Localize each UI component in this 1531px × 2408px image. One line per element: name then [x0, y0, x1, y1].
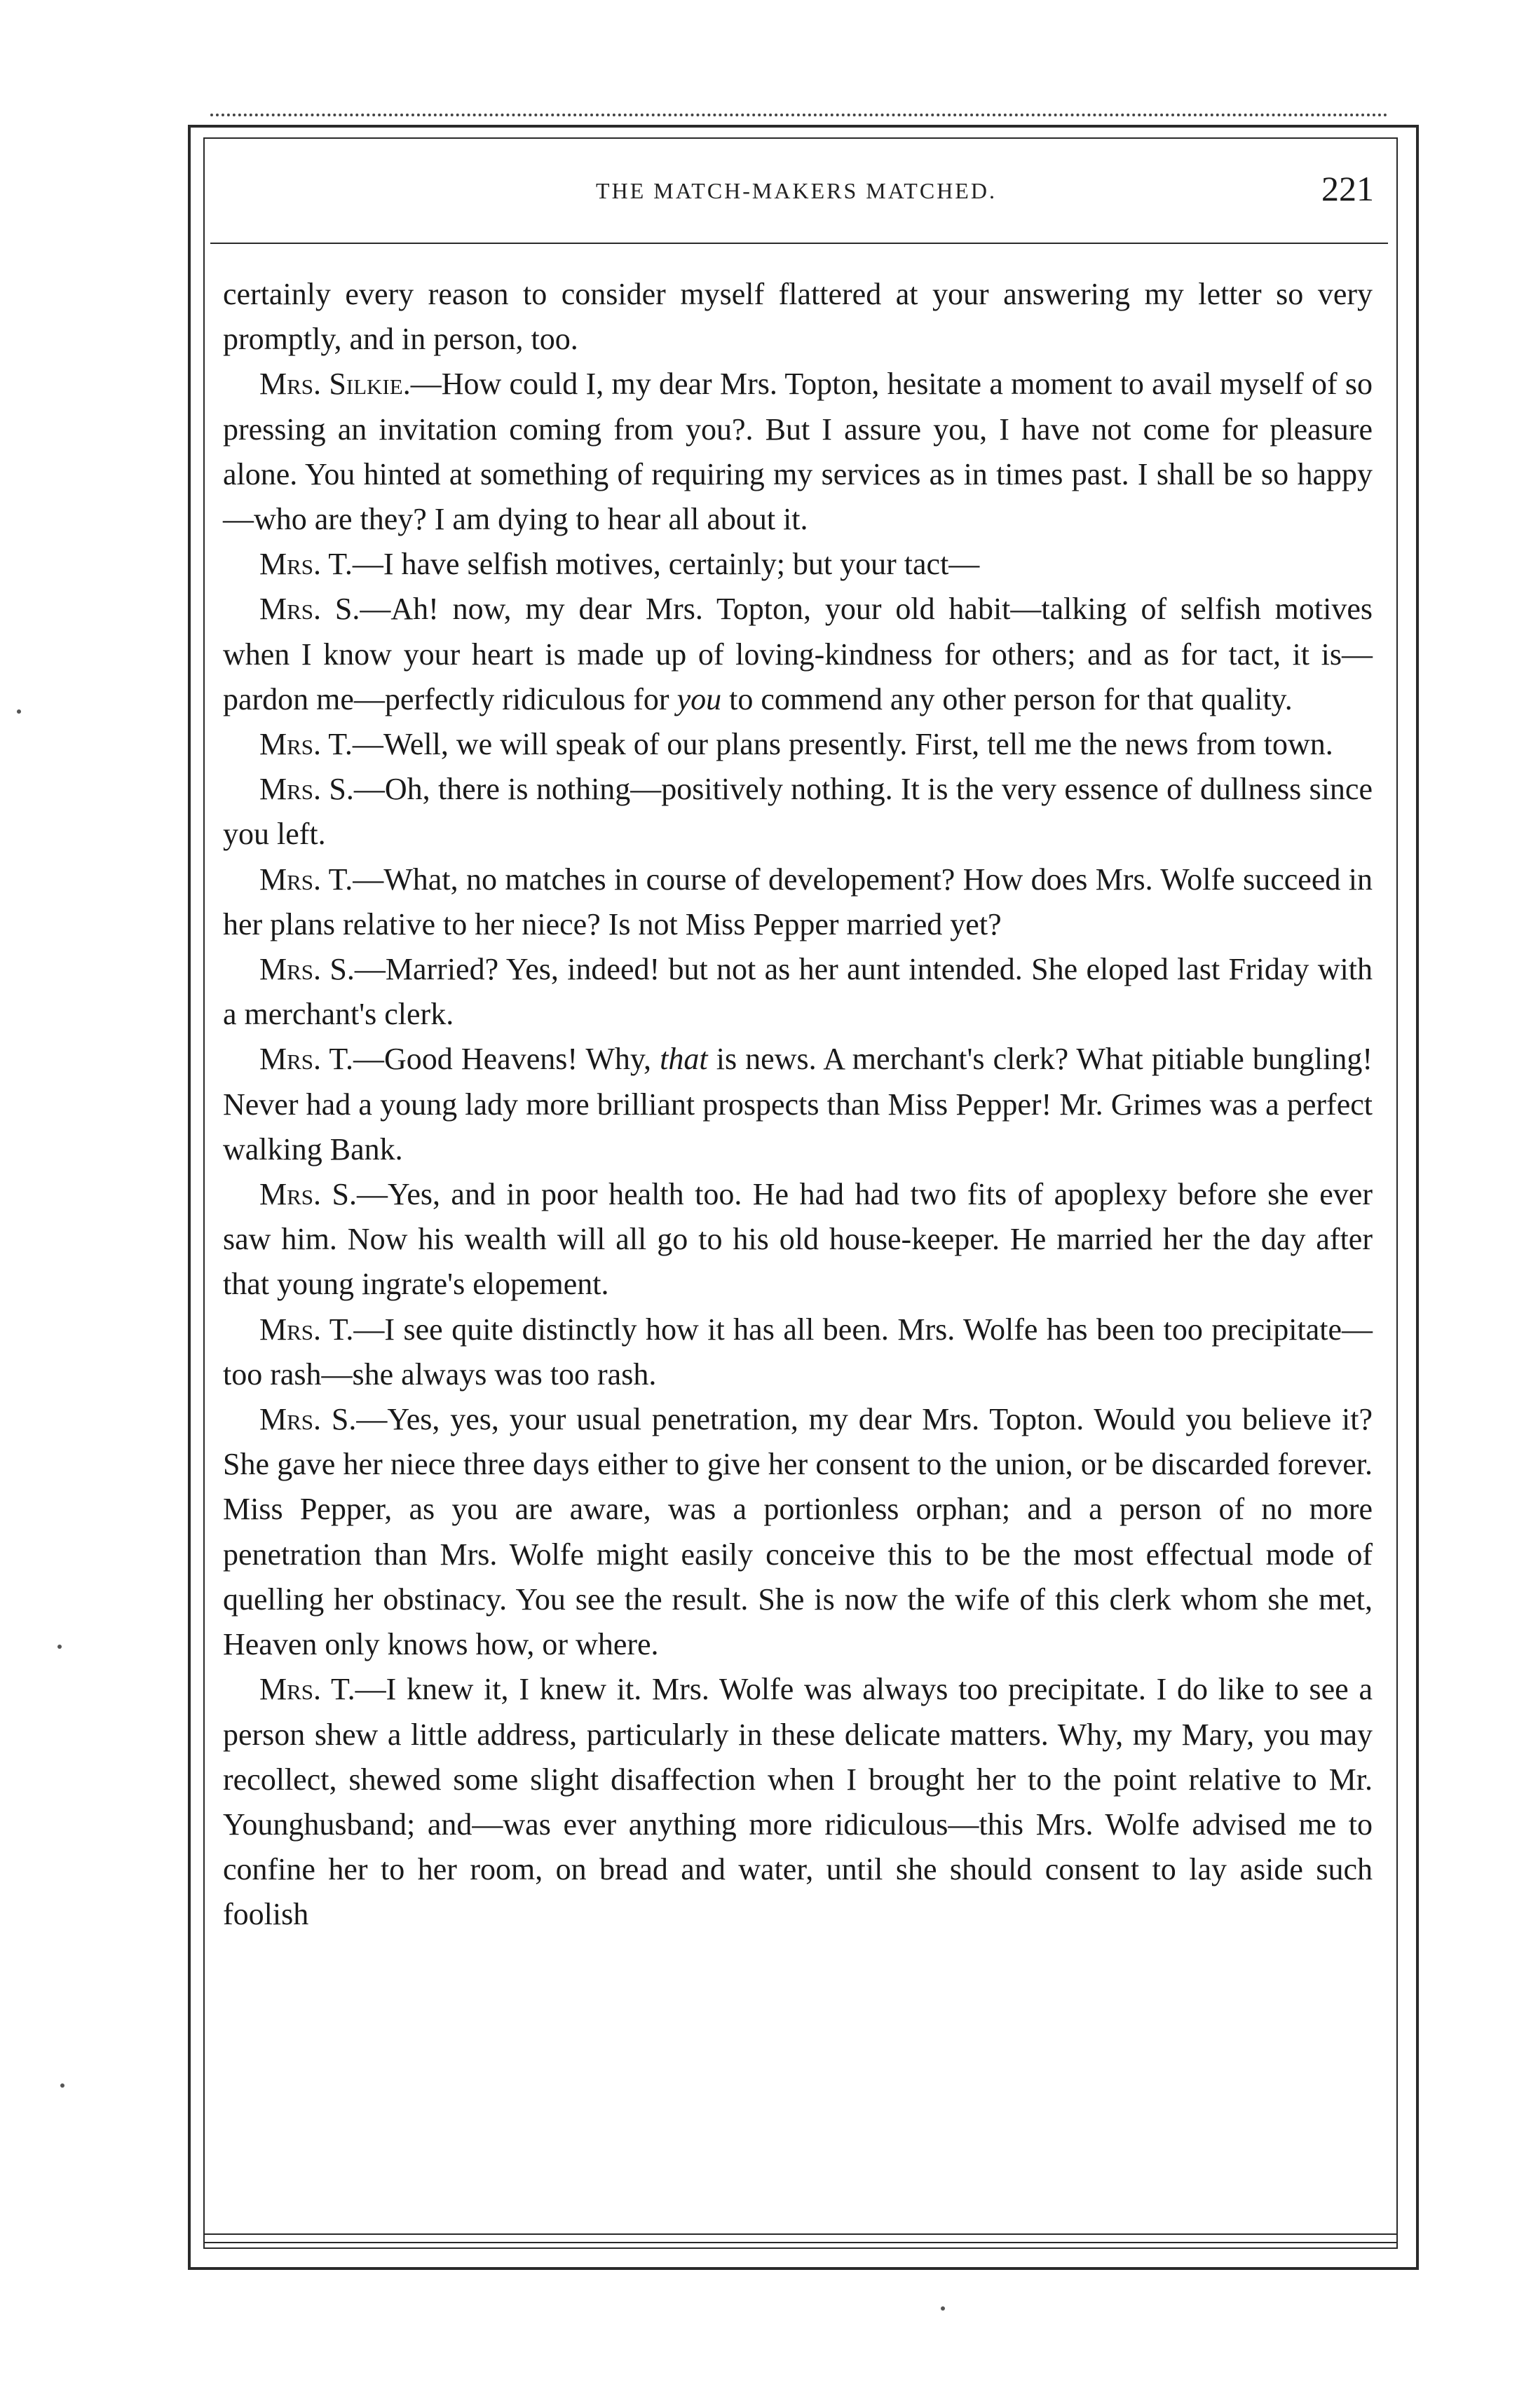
running-header [210, 169, 1382, 223]
scan-speck [17, 709, 21, 714]
speaker-label: Mrs. T. [259, 727, 353, 762]
paragraph-text: to commend any other person for that quality. [721, 681, 1293, 716]
paragraph-8 [223, 1037, 1373, 1172]
speaker-label: Mrs. S. [259, 952, 355, 987]
paragraph-text: —Married? Yes, indeed! but not as her aunt intended. She eloped last Friday with a merchant's clerk. [223, 952, 1373, 1032]
paragraph-0 [223, 272, 1373, 362]
speaker-label: Mrs. Silkie. [259, 367, 411, 402]
paragraph-text: —Yes, yes, your usual penetration, my dear Mrs. Topton. Would you believe it? She gave her niece three days either to give her consent to the union, or be discarded forever. Miss Pepper, as you are aware, was a portionless orphan; and a person of no more penetration than Mrs. Wolfe might easily conceive this to be the most effectual mode of quelling her obstinacy. You see the result. She is now the wife of this clerk whom she met, Heaven only knows how, or where. [223, 1402, 1373, 1662]
footer-rule-upper [203, 2233, 1398, 2235]
paragraph-text: —What, no matches in course of developement? How does Mrs. Wolfe succeed in her plans relative to her niece? Is not Miss Pepper married yet? [223, 862, 1373, 941]
paragraph-text: is news. A merchant's clerk? What pitiable bungling! Never had a young lady more brilliant prospects than Miss Pepper! Mr. Grimes was a perfect walking Bank. [223, 1042, 1373, 1166]
paragraph-9 [223, 1172, 1373, 1307]
body-text [223, 272, 1373, 1938]
top-scratch-marks [210, 114, 1388, 116]
paragraph-text: —How could I, my dear Mrs. Topton, hesitate a moment to avail myself of so pressing an invitation coming from you?. But I assure you, I have not come for pleasure alone. You hinted at something of requiring my services as in times past. I shall be so happy—who are they? I am dying to hear all about it. [223, 367, 1373, 537]
speaker-label: Mrs. S. [259, 772, 354, 807]
scan-speck [60, 2083, 64, 2088]
emphasis-text: that [660, 1042, 708, 1077]
page-number: 221 [1321, 169, 1374, 208]
scan-speck [57, 1645, 62, 1649]
speaker-label: Mrs. S. [259, 1177, 357, 1212]
paragraph-10 [223, 1307, 1373, 1397]
speaker-label: Mrs. T. [259, 1312, 354, 1347]
paragraph-text: —Good Heavens! Why, [353, 1042, 660, 1077]
speaker-label: Mrs. S. [259, 1402, 357, 1437]
header-rule [210, 243, 1388, 244]
speaker-label: Mrs. T. [259, 862, 353, 897]
running-title: THE MATCH-MAKERS MATCHED. [596, 178, 997, 203]
paragraph-2 [223, 542, 1373, 587]
paragraph-text: —I have selfish motives, certainly; but your tact— [352, 547, 980, 582]
speaker-label: Mrs. T. [259, 1042, 353, 1077]
paragraph-text: —Ah! now, my dear Mrs. Topton, your old habit—talking of selfish motives when I know your heart is made up of loving-kindness for others; and as for tact, it is—pardon me—perfectly ridiculous for [223, 592, 1373, 716]
paragraph-3 [223, 587, 1373, 722]
footer-rule-lower [203, 2242, 1398, 2243]
paragraph-4 [223, 722, 1373, 767]
paragraph-12 [223, 1667, 1373, 1937]
speaker-label: Mrs. T. [259, 547, 353, 582]
scan-speck [941, 2306, 945, 2311]
emphasis-text: you [676, 681, 722, 716]
paragraph-6 [223, 857, 1373, 947]
paragraph-text: —Yes, and in poor health too. He had had two fits of apoplexy before she ever saw him. Now his wealth will all go to his old house-keeper. He married her the day after that young ingrate's elopement. [223, 1177, 1373, 1302]
paragraph-text: —I knew it, I knew it. Mrs. Wolfe was always too precipitate. I do like to see a person shew a little address, particularly in these delicate matters. Why, my Mary, you may recollect, shewed some slight disaffection when I brought her to the point relative to Mr. Younghusband; and—was ever anything more ridiculous—this Mrs. Wolfe advised me to confine her to her room, on bread and water, until she should consent to lay aside such foolish [223, 1672, 1373, 1932]
paragraph-11 [223, 1397, 1373, 1667]
speaker-label: Mrs. T. [259, 1672, 355, 1707]
paragraph-text: —Oh, there is nothing—positively nothing. It is the very essence of dullness since you left. [223, 772, 1373, 852]
paragraph-5 [223, 767, 1373, 857]
paragraph-text: —Well, we will speak of our plans presently. First, tell me the news from town. [352, 727, 1333, 762]
paragraph-text: certainly every reason to consider myself flattered at your answering my letter so very promptly, and in person, too. [223, 277, 1373, 357]
paragraph-7 [223, 947, 1373, 1037]
paragraph-1 [223, 362, 1373, 542]
paragraph-text: —I see quite distinctly how it has all been. Mrs. Wolfe has been too precipitate—too rash—she always was too rash. [223, 1312, 1373, 1392]
speaker-label: Mrs. S. [259, 592, 360, 627]
